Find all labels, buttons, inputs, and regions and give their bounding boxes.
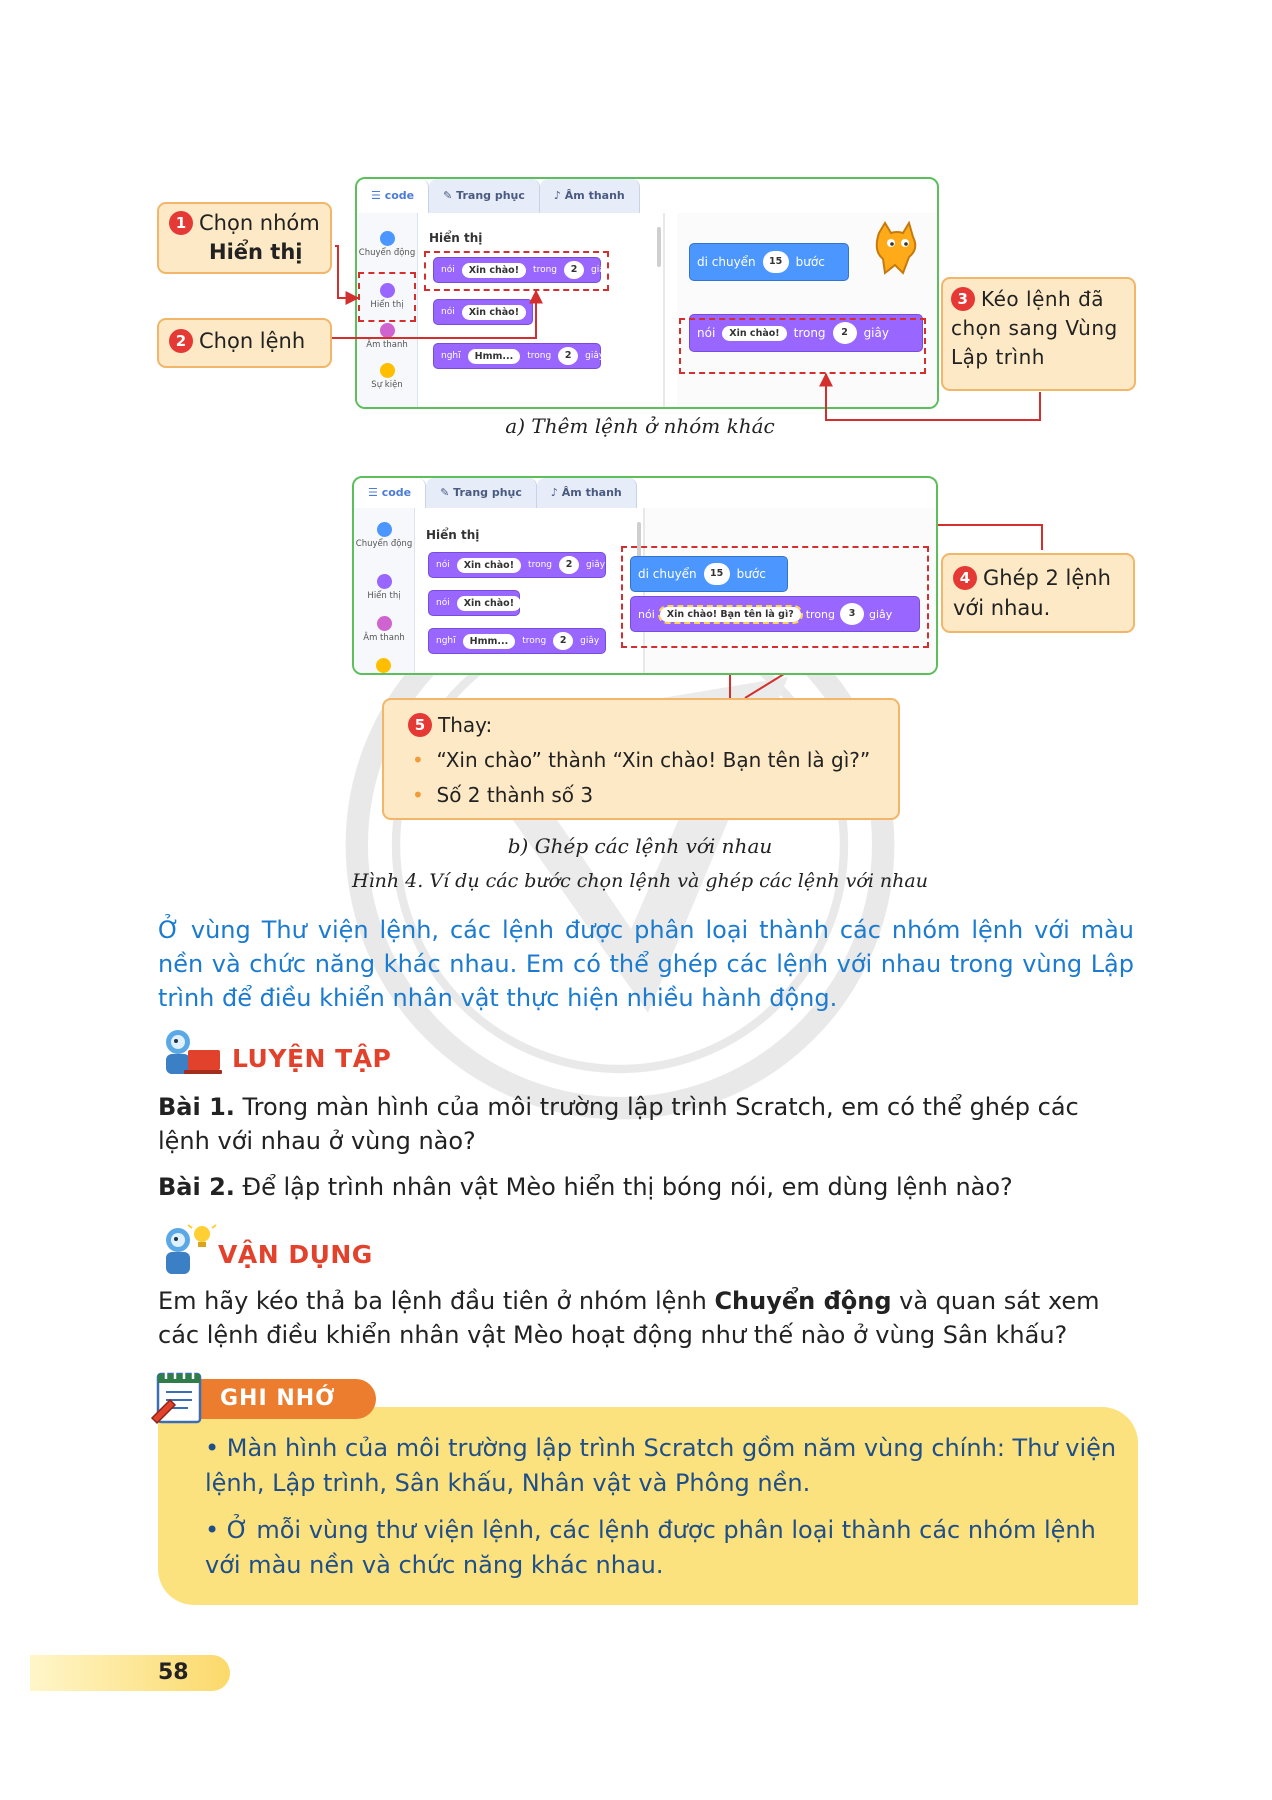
code-icon: ☰ <box>368 486 382 499</box>
say-for-secs-code-block[interactable]: nói Xin chào! trong 2 giây <box>689 314 923 352</box>
bullet-icon: • <box>412 748 437 772</box>
move-steps-block[interactable]: di chuyển 15 bước <box>689 243 849 281</box>
brush-icon: ✎ <box>443 189 457 202</box>
callout-step-2: 2 Chọn lệnh <box>157 318 332 368</box>
step-badge: 2 <box>169 329 193 353</box>
think-for-secs-block[interactable]: nghĩ Hmm... trong 2 giây <box>433 343 601 369</box>
brush-icon: ✎ <box>440 486 454 499</box>
callout-step-5: 5 Thay: • “Xin chào” thành “Xin chào! Bạn tên là gì?” • Số 2 thành số 3 <box>382 698 900 820</box>
highlight-joined-blocks <box>621 546 929 648</box>
callout-step-1: 1 Chọn nhóm Hiển thị <box>157 202 332 274</box>
tab-bar <box>354 478 936 508</box>
exercise-1: Bài 1. Trong màn hình của môi trường lập trình Scratch, em có thể ghép các lệnh với nhau ở vùng nào? <box>158 1093 1079 1155</box>
robot-laptop-icon <box>158 1026 224 1080</box>
ghi-nho-item-2: • Ở mỗi vùng thư viện lệnh, các lệnh được phân loại thành các nhóm lệnh với màu nền và chức năng khác nhau. <box>205 1516 1096 1579</box>
speaker-icon: ♪ <box>553 189 565 202</box>
bullet-icon: • <box>412 783 437 807</box>
category-list <box>354 508 415 673</box>
tab-sounds[interactable]: ♪ Âm thanh <box>537 478 637 508</box>
notepad-icon <box>148 1366 210 1428</box>
luyen-tap-heading: LUYỆN TẬP <box>232 1044 392 1073</box>
ghi-nho-item-1: • Màn hình của môi trường lập trình Scratch gồm năm vùng chính: Thư viện lệnh, Lập trình, Sân khấu, Nhân vật và Phông nền. <box>205 1434 1117 1497</box>
say-block[interactable]: nói Xin chào! <box>428 590 520 616</box>
category-sound[interactable]: Âm thanh <box>354 616 414 643</box>
code-icon: ☰ <box>371 189 385 202</box>
tab-code[interactable]: ☰ code <box>357 179 429 213</box>
exercise-2: Bài 2. Để lập trình nhân vật Mèo hiển thị bóng nói, em dùng lệnh nào? <box>158 1173 1013 1201</box>
palette-title: Hiển thị <box>426 528 480 542</box>
say-for-secs-block[interactable]: nói Xin chào! trong 2 giây <box>433 257 601 283</box>
step-badge: 1 <box>169 211 193 235</box>
tab-costumes[interactable]: ✎ Trang phục <box>426 478 537 508</box>
category-motion[interactable]: Chuyển động <box>354 522 414 549</box>
tab-code[interactable]: ☰ code <box>354 478 426 508</box>
category-events[interactable]: Sự kiện <box>357 363 417 390</box>
page-number: 58 <box>158 1660 189 1685</box>
ghi-nho-heading: GHI NHỚ <box>200 1379 376 1419</box>
move-steps-block[interactable]: di chuyển 15 bước <box>630 556 788 592</box>
say-block[interactable]: nói Xin chào! <box>433 299 533 325</box>
category-sound[interactable]: Âm thanh <box>357 323 417 350</box>
speaker-icon: ♪ <box>550 486 562 499</box>
category-looks[interactable]: Hiển thị <box>357 283 417 310</box>
caption-a: a) Thêm lệnh ở nhóm khác <box>505 414 775 438</box>
page-number-bar <box>30 1655 230 1691</box>
summary-paragraph: Ở vùng Thư viện lệnh, các lệnh được phân loại thành các nhóm lệnh với màu nền và chức năng khác nhau. Em có thể ghép các lệnh với nhau trong vùng Lập trình để điều khiển nhân vật thực hiện nhiều hành động. <box>158 916 1134 1012</box>
figure-caption: Hình 4. Ví dụ các bước chọn lệnh và ghép các lệnh với nhau <box>352 870 928 892</box>
category-motion[interactable]: Chuyển động <box>357 231 417 258</box>
step-badge: 4 <box>953 566 977 590</box>
caption-b: b) Ghép các lệnh với nhau <box>507 834 773 858</box>
category-events-dot[interactable] <box>376 658 391 673</box>
say-for-secs-code-block[interactable]: nói Xin chào! Bạn tên là gì? trong 3 giây <box>630 596 920 632</box>
callout-step-4: 4 Ghép 2 lệnh với nhau. <box>941 553 1135 633</box>
tab-costumes[interactable]: ✎ Trang phục <box>429 179 540 213</box>
palette-title: Hiển thị <box>429 231 483 245</box>
step-badge: 3 <box>951 287 975 311</box>
van-dung-text: Em hãy kéo thả ba lệnh đầu tiên ở nhóm lệnh Chuyển động và quan sát xem các lệnh điều khiển nhân vật Mèo hoạt động như thế nào ở vùng Sân khấu? <box>158 1287 1100 1349</box>
category-looks[interactable]: Hiển thị <box>354 574 414 601</box>
edited-text-field: Xin chào! Bạn tên là gì? <box>660 607 801 622</box>
van-dung-heading: VẬN DỤNG <box>218 1240 373 1269</box>
edited-number-field: 3 <box>840 603 864 625</box>
callout-step-3: 3 Kéo lệnh đã chọn sang Vùng Lập trình <box>941 277 1136 391</box>
tab-sounds[interactable]: ♪ Âm thanh <box>540 179 640 213</box>
say-for-secs-block[interactable]: nói Xin chào! trong 2 giây <box>428 552 606 578</box>
robot-lightbulb-icon <box>156 1222 218 1278</box>
step-badge: 5 <box>408 713 432 737</box>
think-for-secs-block[interactable]: nghĩ Hmm... trong 2 giây <box>428 628 606 654</box>
